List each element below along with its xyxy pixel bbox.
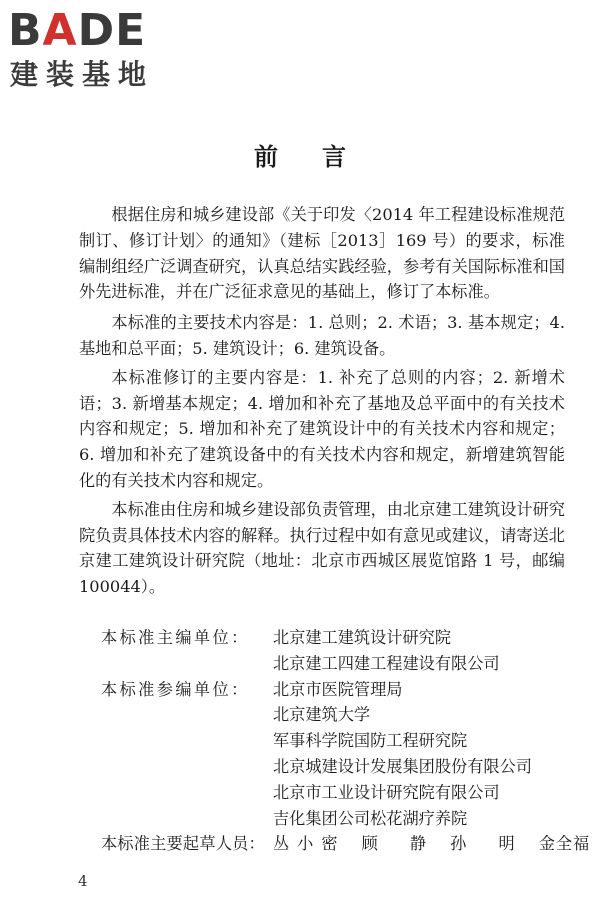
participating-unit-row — [101, 728, 571, 754]
participating-unit-row — [101, 780, 571, 806]
chief-unit-row — [101, 625, 571, 651]
participating-unit-name: 北京城建设计发展集团股份有限公司 — [273, 756, 532, 776]
drafters-row — [101, 831, 591, 857]
preface-body — [79, 202, 565, 600]
paragraph-main-content: 本标准的主要技术内容是：1. 总则；2. 术语；3. 基本规定；4. 基地和总平面；5. 建筑设计；6. 建筑设备。 — [79, 313, 565, 358]
drafters-list — [273, 831, 590, 857]
participating-unit-row — [101, 702, 571, 728]
logo-letter-b: B — [8, 5, 43, 56]
paragraph-management: 本标准由住房和城乡建设部负责管理，由北京建工建筑设计研究院负责具体技术内容的解释。执行过程中如有意见或建议，请寄送北京建工建筑设计研究院（地址：北京市西城区展览馆路 1 号，邮编 100044）。 — [79, 499, 565, 597]
units-section — [101, 625, 591, 857]
participating-unit-row — [101, 677, 571, 703]
page-title: 前言 — [254, 142, 390, 171]
drafter-name: 顾 静 — [361, 834, 435, 854]
logo-chinese-name: 建装基地 — [10, 58, 155, 91]
logo-letters-de: DE — [77, 5, 147, 56]
participating-unit-name: 军事科学院国防工程研究院 — [273, 731, 468, 751]
drafters-label: 本标准主要起草人员： — [101, 834, 265, 854]
page-number: 4 — [78, 872, 88, 890]
drafter-name: 孙 明 — [450, 834, 523, 854]
brand-logo — [8, 6, 178, 90]
participating-unit-row — [101, 806, 571, 832]
chief-unit-label: 本标准主编单位： — [101, 628, 250, 647]
participating-unit-name: 北京市医院管理局 — [273, 679, 403, 699]
paragraph-background: 根据住房和城乡建设部《关于印发〈2014 年工程建设标准规范制订、修订计划〉的通知》（建标［2013］169 号）的要求，标准编制组经广泛调查研究，认真总结实践经验，参考有关国际标准和国外先进标准，并在广泛征求意见的基础上，修订了本标准。 — [79, 205, 565, 302]
chief-unit-name: 北京建工四建工程建设有限公司 — [273, 653, 500, 673]
logo-wordmark — [8, 6, 146, 56]
drafter-name: 金全福 — [538, 834, 591, 854]
participating-unit-name: 北京建筑大学 — [273, 705, 371, 725]
paragraph-revisions: 本标准修订的主要内容是：1. 补充了总则的内容；2. 新增术语；3. 新增基本规定；4. 增加和补充了基地及总平面中的有关技术内容和规定；5. 增加和补充了建筑设计中的有关技术内容和规定；6. 增加和补充了建筑设备中的有关技术内容和规定，新增建筑智能化的有关技术内容和规定。 — [79, 367, 565, 490]
participating-unit-row — [101, 754, 571, 780]
drafter-name: 丛小密 — [273, 834, 346, 854]
chief-unit-name: 北京建工建筑设计研究院 — [273, 628, 452, 647]
participating-unit-label: 本标准参编单位： — [101, 679, 250, 699]
logo-letter-a: A — [42, 5, 78, 56]
chief-unit-row — [101, 651, 571, 677]
participating-unit-name: 北京市工业设计研究院有限公司 — [273, 782, 500, 802]
participating-unit-name: 吉化集团公司松花湖疗养院 — [273, 808, 468, 828]
